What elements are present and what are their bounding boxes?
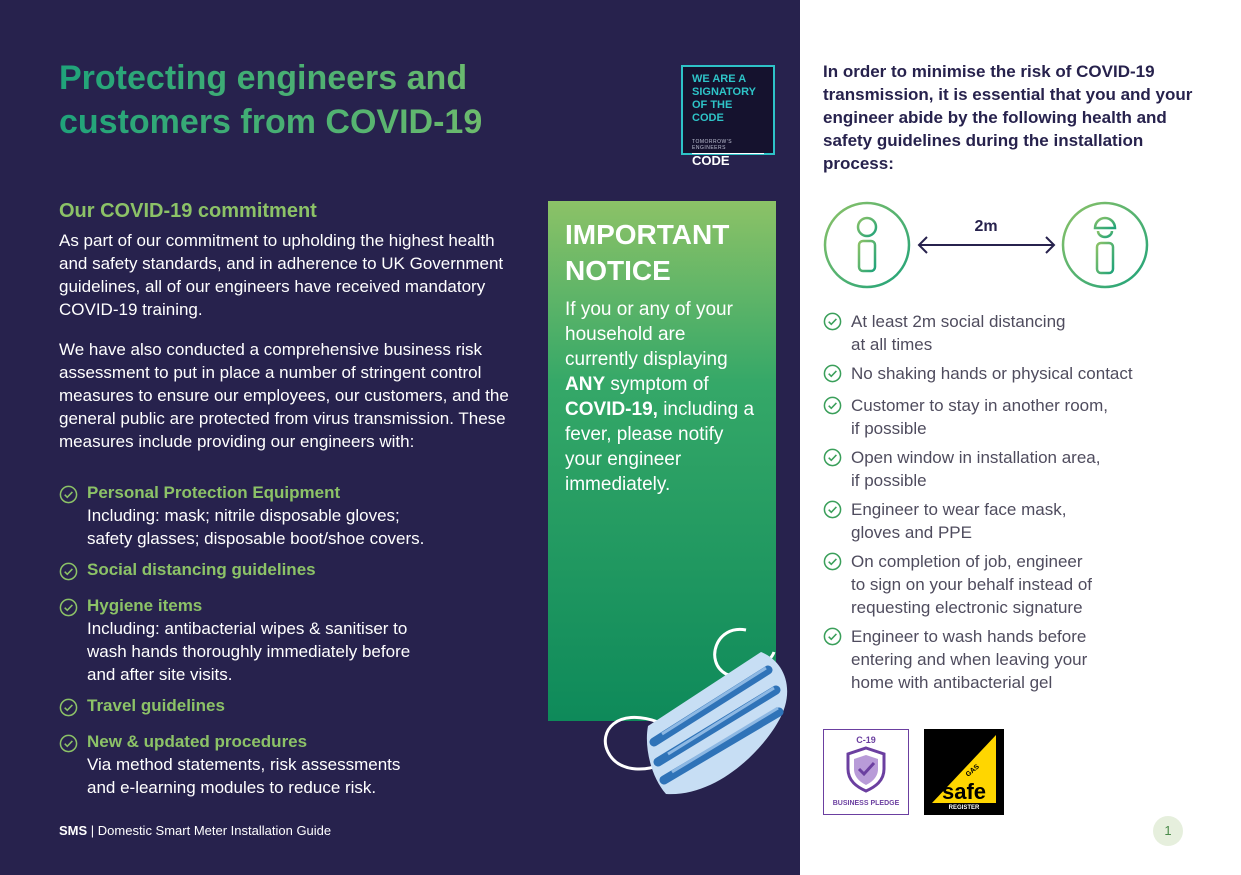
notice-body-text: symptom of <box>605 374 709 395</box>
code-signatory-badge <box>681 65 775 168</box>
measures-list <box>59 482 519 808</box>
check-circle-icon <box>823 550 851 619</box>
list-item <box>823 625 1203 694</box>
measure-heading: Personal Protection Equipment <box>87 483 341 502</box>
list-item <box>823 394 1203 440</box>
guideline-text: Engineer to wash hands before entering and when leaving your home with antibacterial gel <box>851 627 1088 692</box>
page-title <box>59 56 579 144</box>
list-item <box>59 559 519 586</box>
page-number: 1 <box>1153 816 1183 846</box>
check-circle-icon <box>823 498 851 544</box>
check-circle-icon <box>823 310 851 356</box>
check-circle-icon <box>823 394 851 440</box>
guideline-text: Open window in installation area, if possible <box>851 448 1101 490</box>
measure-heading: New & updated procedures <box>87 732 308 751</box>
footer <box>59 823 331 838</box>
gas-safe-register-logo <box>924 729 1004 815</box>
commitment-paragraph-2: We have also conducted a comprehensive business risk assessment to put in place a number of stringent control measures to ensure our employees, our customers, and the general public are protected from virus transmission. These measures include providing our engineers with: <box>59 340 509 451</box>
list-item <box>823 498 1203 544</box>
person-icon <box>825 203 909 287</box>
gas-safe-gas-text: GAS <box>964 763 981 779</box>
c19-business-pledge-logo <box>823 729 909 815</box>
measure-detail: Including: antibacterial wipes & sanitiser to wash hands thoroughly immediately before and after site visits. <box>87 619 411 684</box>
measure-heading: Travel guidelines <box>87 696 225 715</box>
list-item <box>59 595 519 686</box>
notice-title <box>565 217 759 289</box>
shield-check-icon <box>844 745 888 793</box>
list-item <box>59 731 519 799</box>
measure-heading: Hygiene items <box>87 596 203 615</box>
c19-logo-title: C-19 <box>856 735 876 745</box>
engineer-icon <box>1063 203 1147 287</box>
badge-small-text: TOMORROW'S ENGINEERS <box>692 139 733 151</box>
guidelines-list <box>823 310 1203 700</box>
guideline-text: No shaking hands or physical contact <box>851 364 1133 383</box>
check-circle-icon <box>59 731 87 799</box>
commitment-heading: Our COVID-19 commitment <box>59 200 317 222</box>
right-panel <box>800 0 1241 875</box>
list-item <box>823 362 1203 388</box>
footer-text: | Domestic Smart Meter Installation Guide <box>87 823 332 838</box>
notice-body-text: including a fever, please notify your engineer immediately. <box>565 399 755 495</box>
distance-label: 2m <box>974 218 998 235</box>
check-circle-icon <box>59 559 87 586</box>
notice-title-line-1: IMPORTANT <box>565 219 730 250</box>
measure-heading: Social distancing guidelines <box>87 560 316 579</box>
guideline-text: Engineer to wear face mask, gloves and PPE <box>851 500 1067 542</box>
measure-detail: Via method statements, risk assessments and e-learning modules to reduce risk. <box>87 755 401 797</box>
list-item <box>823 550 1203 619</box>
social-distance-diagram <box>822 200 1152 292</box>
list-item <box>823 310 1203 356</box>
list-item <box>823 446 1203 492</box>
gas-safe-register-text: REGISTER <box>948 805 980 811</box>
guideline-text: At least 2m social distancing at all times <box>851 312 1066 354</box>
double-arrow-icon <box>919 237 1054 253</box>
list-item <box>59 695 519 722</box>
commitment-paragraph-1: As part of our commitment to upholding the highest health and safety standards, and in adherence to UK Government guidelines, all of our engineers have received mandatory COVID-19 training. <box>59 231 504 319</box>
badge-code-text: CODE <box>692 153 764 168</box>
guidelines-intro: In order to minimise the risk of COVID-19 transmission, it is essential that you and your engineer abide by the following health and safety guidelines during the installation process: <box>823 62 1193 173</box>
measure-detail: Including: mask; nitrile disposable gloves; safety glasses; disposable boot/shoe covers. <box>87 506 425 548</box>
check-circle-icon <box>59 482 87 550</box>
notice-emphasis: ANY <box>565 374 606 395</box>
badge-text: WE ARE A SIGNATORY OF THE CODE <box>692 73 756 124</box>
notice-title-line-2: NOTICE <box>565 255 671 286</box>
gas-safe-safe-text: safe <box>941 779 987 804</box>
check-circle-icon <box>823 446 851 492</box>
list-item <box>59 482 519 550</box>
guideline-text: Customer to stay in another room, if possible <box>851 396 1109 438</box>
page-title-line-1: Protecting engineers and <box>59 59 468 97</box>
footer-brand: SMS <box>59 823 88 838</box>
c19-logo-caption: BUSINESS PLEDGE <box>832 800 900 807</box>
face-mask-icon <box>596 622 796 802</box>
notice-body <box>565 297 759 497</box>
page-title-line-2: customers from COVID-19 <box>59 103 483 141</box>
check-circle-icon <box>59 595 87 686</box>
notice-body-text: If you or any of your household are currently displaying <box>565 299 733 370</box>
check-circle-icon <box>823 362 851 388</box>
guideline-text: On completion of job, engineer to sign on your behalf instead of requesting electronic signature <box>851 552 1092 617</box>
gas-safe-triangle-icon <box>924 729 1004 815</box>
check-circle-icon <box>823 625 851 694</box>
check-circle-icon <box>59 695 87 722</box>
notice-emphasis: COVID-19, <box>565 399 658 420</box>
